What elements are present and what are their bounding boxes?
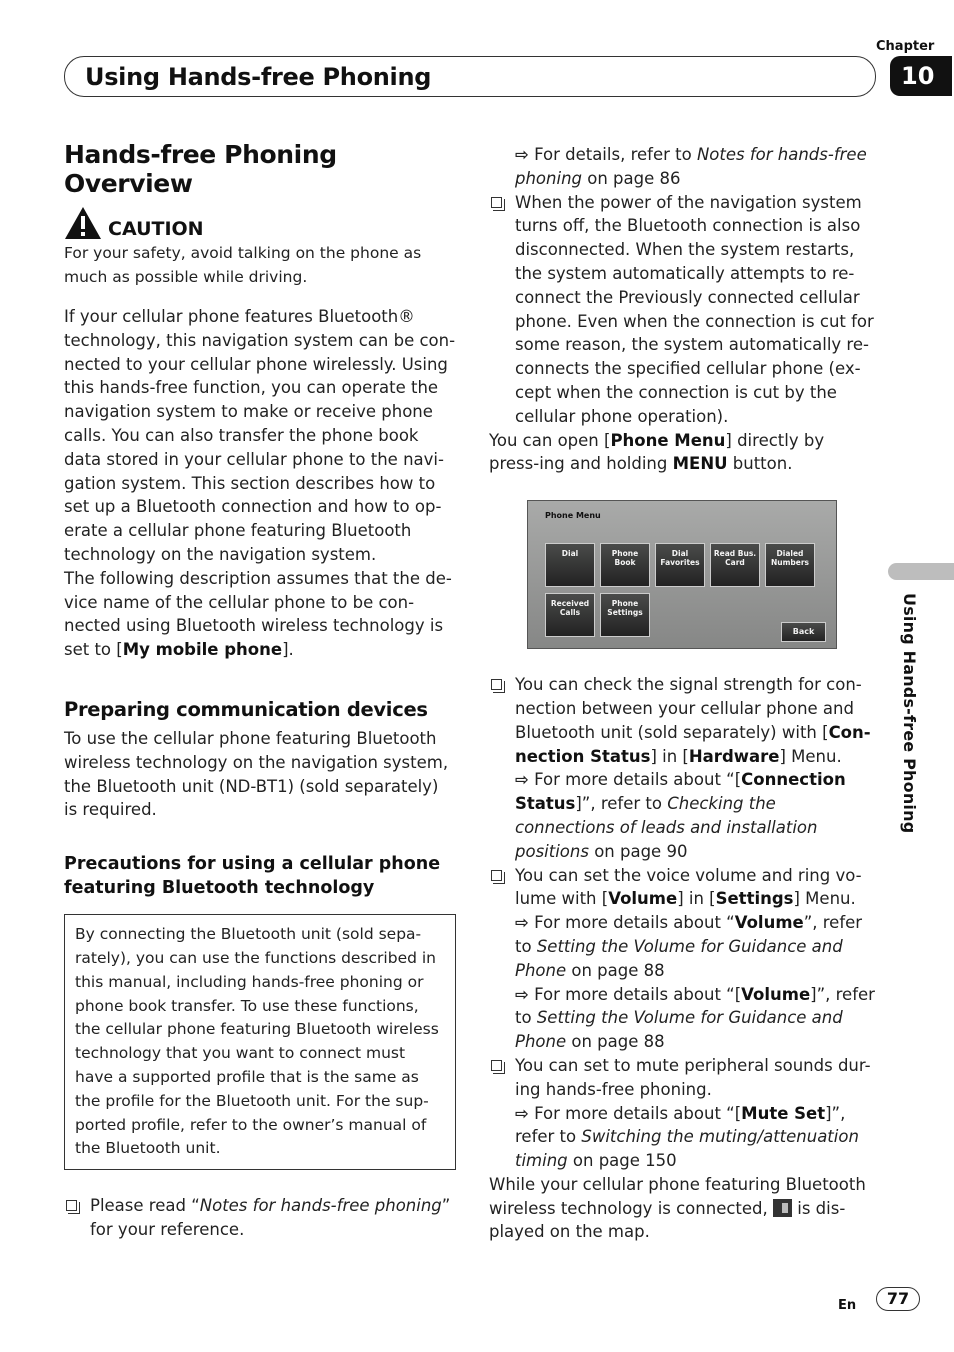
side-tab-marker	[888, 563, 954, 580]
checkbox-bullet-icon	[491, 679, 502, 690]
precautions-heading: Precautions for using a cellular phone featuring Bluetooth technology	[64, 854, 441, 899]
side-tab-text: Using Hands-free Phoning	[900, 593, 919, 834]
received-calls-button[interactable]: Received Calls	[545, 593, 595, 637]
arrow-icon: ⇨	[515, 984, 529, 1004]
dialed-numbers-button[interactable]: Dialed Numbers	[765, 543, 815, 587]
phone-settings-button[interactable]: Phone Settings	[600, 593, 650, 637]
list-item: You can check the signal strength for con-nection between your cellular phone and Bluetooth unit (sold separately) with [Con-nection Status] in [Hardware] Menu. ⇨ For more details about “[Connection Status]”, refer to Checking the connections of leads and installation positions on page 90	[489, 673, 879, 863]
arrow-icon: ⇨	[515, 913, 529, 933]
back-button[interactable]: Back	[781, 622, 826, 642]
phone-menu-screenshot	[527, 500, 837, 649]
arrow-icon: ⇨	[515, 770, 529, 790]
read-bus-card-button[interactable]: Read Bus. Card	[710, 543, 760, 587]
checkbox-bullet-icon	[491, 1060, 502, 1071]
list-item: You can set the voice volume and ring vo-lume with [Volume] in [Settings] Menu. ⇨ For more details about “Volume”, refer to Setting the Volume for Guidance and Phone on page 88 ⇨ For more details about “[Volume]”, refer to Setting the Volume for Guidance and Phone on page 88	[489, 864, 879, 1054]
screen-title: Phone Menu	[545, 511, 601, 521]
preparing-text: To use the cellular phone featuring Bluetooth wireless technology on the navigation system, the Bluetooth unit (ND-BT1) (sold separately) is required.	[64, 728, 449, 820]
phone-book-button[interactable]: Phone Book	[600, 543, 650, 587]
intro-paragraph: If your cellular phone features Bluetooth® technology, this navigation system can be con-nected to your cellular phone wirelessly. Using this hands-free function, you can operate the navigation system to make or receive phone calls. You can also transfer the phone book data stored in your cellular phone to the navi-gation system. This section describes how to set up a Bluetooth connection and how to op-erate a cellular phone featuring Bluetooth technology on the navigation system.	[64, 307, 456, 564]
language-label: En	[838, 1298, 857, 1313]
precautions-box: By connecting the Bluetooth unit (sold sepa-rately), you can use the functions described in this manual, including hands-free phoning or phone book transfer. To use these functions, the cellular phone featuring Bluetooth wireless technology that you want to connect must have a supported profile that is the same as the profile for the Bluetooth unit. For the sup-ported profile, refer to the owner’s manual of the Bluetooth unit.	[64, 914, 456, 1170]
checkbox-bullet-icon	[491, 197, 502, 208]
caution-heading	[64, 206, 456, 240]
checkbox-bullet-icon	[66, 1200, 77, 1211]
section-header	[64, 56, 876, 97]
caution-label: CAUTION	[108, 218, 204, 240]
section-title: Using Hands-free Phoning	[85, 62, 432, 91]
page-number: 77	[876, 1287, 920, 1311]
caution-text: For your safety, avoid talking on the phone as much as possible while driving.	[64, 244, 422, 286]
preparing-heading: Preparing communication devices	[64, 697, 428, 721]
phone-connected-icon	[773, 1199, 792, 1217]
arrow-icon: ⇨	[515, 145, 529, 164]
list-item: Please read “Notes for hands-free phoning” for your reference.	[64, 1194, 456, 1242]
reference-note: ⇨ For details, refer to Notes for hands-free phoning on page 86	[515, 145, 867, 188]
assumption-paragraph: The following description assumes that the de-vice name of the cellular phone to be con-nected using Bluetooth wireless technology is set to [My mobile phone].	[64, 568, 452, 660]
page-title: Hands-free Phoning Overview	[64, 140, 337, 198]
checkbox-bullet-icon	[491, 870, 502, 881]
chapter-label: Chapter	[876, 39, 935, 54]
arrow-icon: ⇨	[515, 1103, 529, 1123]
right-column	[489, 143, 879, 1244]
warning-icon	[64, 206, 102, 240]
list-item: You can set to mute peripheral sounds dur-ing hands-free phoning. ⇨ For more details about “[Mute Set]”, refer to Switching the muting/attenuation timing on page 150	[489, 1054, 879, 1173]
list-item: When the power of the navigation system turns off, the Bluetooth connection is also disconnected. When the system restarts, the system automatically attempts to re-connect the Previously connected cellular phone. Even when the connection is cut for some reason, the system automatically re-connects the specified cellular phone (ex-cept when the connection is cut by the cellular phone operation).	[489, 191, 879, 429]
dial-button[interactable]: Dial	[545, 543, 595, 587]
dial-favorites-button[interactable]: Dial Favorites	[655, 543, 705, 587]
left-column	[64, 140, 456, 1242]
connected-paragraph: While your cellular phone featuring Bluetooth wireless technology is connected, is dis-played on the map.	[489, 1174, 866, 1242]
chapter-number: 10	[890, 56, 952, 96]
phone-menu-paragraph: You can open [Phone Menu] directly by press-ing and holding MENU button.	[489, 430, 825, 474]
